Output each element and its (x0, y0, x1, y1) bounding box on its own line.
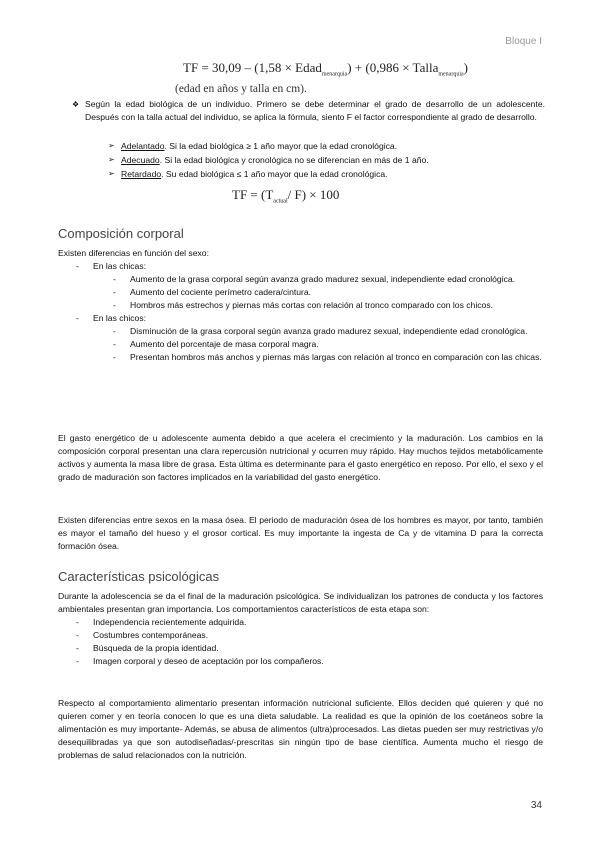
intro-text: Existen diferencias en función del sexo: (58, 248, 209, 258)
list-item (58, 642, 543, 655)
item-text: Presentan hombros más anchos y piernas más largas con relación al tronco en comparación con las chicas. (130, 352, 542, 362)
intro-text: Durante la adolescencia se da el final de la maduración psicológica. Se individualizan los patrones de conducta y los factores ambientales presentan gran importancia. Los comportamientos característicos de esta etapa son: (58, 591, 543, 614)
item-text: Aumento del porcentaje de masa corporal magra. (130, 339, 319, 349)
formula-subscript: menarquia (321, 71, 348, 78)
formula-part: ) + (0,986 × Talla (347, 60, 439, 75)
dash-bullet: - (76, 656, 79, 666)
dash-bullet: - (113, 287, 116, 297)
list-item (58, 325, 543, 338)
bullet-text: Según la edad biológica de un individuo. Primero se debe determinar el grado de desarrollo de un adolescente. Después con la talla actual del individuo, se aplica la fórmula, siento F el factor correspondiente al grado de desarrollo. (85, 99, 545, 122)
dash-bullet: - (76, 643, 79, 653)
item-desc: . Su edad biológica ≤ 1 año mayor que la edad cronológica. (161, 169, 388, 179)
formula-tf-menarquia (183, 60, 468, 78)
item-term: Retardado (121, 169, 162, 179)
dash-bullet: - (113, 339, 116, 349)
bullet-paragraph (72, 98, 545, 124)
list-item (58, 312, 543, 325)
group-label: En las chicas: (93, 261, 147, 271)
list-item (58, 260, 543, 273)
item-desc: . Si la edad biológica ≥ 1 año mayor que la edad cronológica. (164, 141, 398, 151)
composicion-content (58, 247, 543, 364)
paragraph-gasto-energetico: El gasto energético de u adolescente aumenta debido a que acelera el crecimiento y la maduración. Los cambios en la composición corporal presentan una clara repercusión nutricional y ocurren muy rápido. Hay muchos tejidos metabólicamente activos y aumenta la masa libre de grasa. Esta última es determinante para el gasto energético en reposo. Por ello, el sexo y el grado de maduración son factores implicados en la variabilidad del gasto energético. (58, 433, 543, 482)
item-text: Independencia recientemente adquirida. (93, 617, 247, 627)
formula-note: (edad en años y talla en cm). (175, 83, 307, 95)
dash-bullet: - (113, 274, 116, 284)
arrow-bullet-icon: ➢ (108, 141, 115, 150)
dash-bullet: - (76, 313, 79, 323)
paragraph-comportamiento-alimentario: Respecto al comportamiento alimentario presentan información nutricional suficiente. Ellos deciden qué quieren y qué no quieren comer y en teoría conocen lo que es una dieta saludable. La realidad es que la opinión de los coetáneos sobre la alimentación es muy importante- Además, se abusa de alimentos (ultra)procesados. Las dietas pueden ser muy restrictivas y/o desequilibradas ya que son autodiseñadas/-prescritas sin ningún tipo de base científica. Aumenta mucho el riesgo de problemas de salud relacionados con la nutrición. (58, 698, 543, 760)
formula-part: ) (463, 60, 469, 75)
list-item (58, 299, 543, 312)
section-header: Bloque I (505, 36, 542, 47)
heading-composicion: Composición corporal (58, 226, 184, 241)
heading-caracteristicas: Características psicológicas (58, 569, 220, 584)
item-term: Adelantado (121, 141, 165, 151)
list-item (58, 655, 543, 668)
formula-subscript: menarquia (438, 71, 464, 78)
item-desc: . Si la edad biológica y cronológica no se diferencian en más de 1 año. (159, 155, 429, 165)
item-text: Búsqueda de la propia identidad. (93, 643, 219, 653)
dash-bullet: - (113, 300, 116, 310)
list-item (58, 629, 543, 642)
dash-bullet: - (76, 261, 79, 271)
diamond-bullet-icon: ❖ (72, 100, 80, 109)
item-text: Hombros más estrechos y piernas más cortas con relación al tronco comparado con los chicos. (130, 300, 494, 310)
development-list (108, 139, 548, 181)
formula-part: TF = (T (232, 187, 274, 202)
list-item (58, 286, 543, 299)
psicologicas-content (58, 590, 543, 668)
arrow-bullet-icon: ➢ (108, 155, 115, 164)
arrow-bullet-icon: ➢ (108, 169, 115, 178)
dash-bullet: - (113, 352, 116, 362)
formula-tf-actual (232, 187, 339, 205)
item-text: Aumento del cociente perímetro cadera/cintura. (130, 287, 312, 297)
item-text: Aumento de la grasa corporal según avanza grado madurez sexual, independiente edad cronológica. (130, 274, 516, 284)
dash-bullet: - (76, 617, 79, 627)
list-item (108, 167, 548, 181)
group-label: En las chicos: (93, 313, 147, 323)
item-text: Disminución de la grasa corporal según avanza grado madurez sexual, independiente edad cronológica. (130, 326, 528, 336)
formula-subscript: actual (273, 198, 288, 205)
list-item (58, 273, 543, 286)
item-term: Adecuado (121, 155, 160, 165)
formula-part: / F) × 100 (287, 187, 340, 202)
list-item (58, 616, 543, 629)
page-number: 34 (530, 800, 542, 811)
list-item (108, 153, 548, 167)
paragraph-masa-osea: Existen diferencias entre sexos en la masa ósea. El periodo de maduración ósea de los hombres es mayor, por tanto, también es mayor el tamaño del hueso y el grosor cortical. Es muy importante la ingesta de Ca y de vitamina D para la correcta formación ósea. (58, 515, 543, 551)
dash-bullet: - (113, 326, 116, 336)
item-text: Imagen corporal y deseo de aceptación por los compañeros. (93, 656, 324, 666)
item-text: Costumbres contemporáneas. (93, 630, 209, 640)
formula-part: TF = 30,09 – (1,58 × Edad (183, 60, 322, 75)
list-item (58, 338, 543, 351)
list-item (58, 351, 543, 364)
dash-bullet: - (76, 630, 79, 640)
list-item (108, 139, 548, 153)
